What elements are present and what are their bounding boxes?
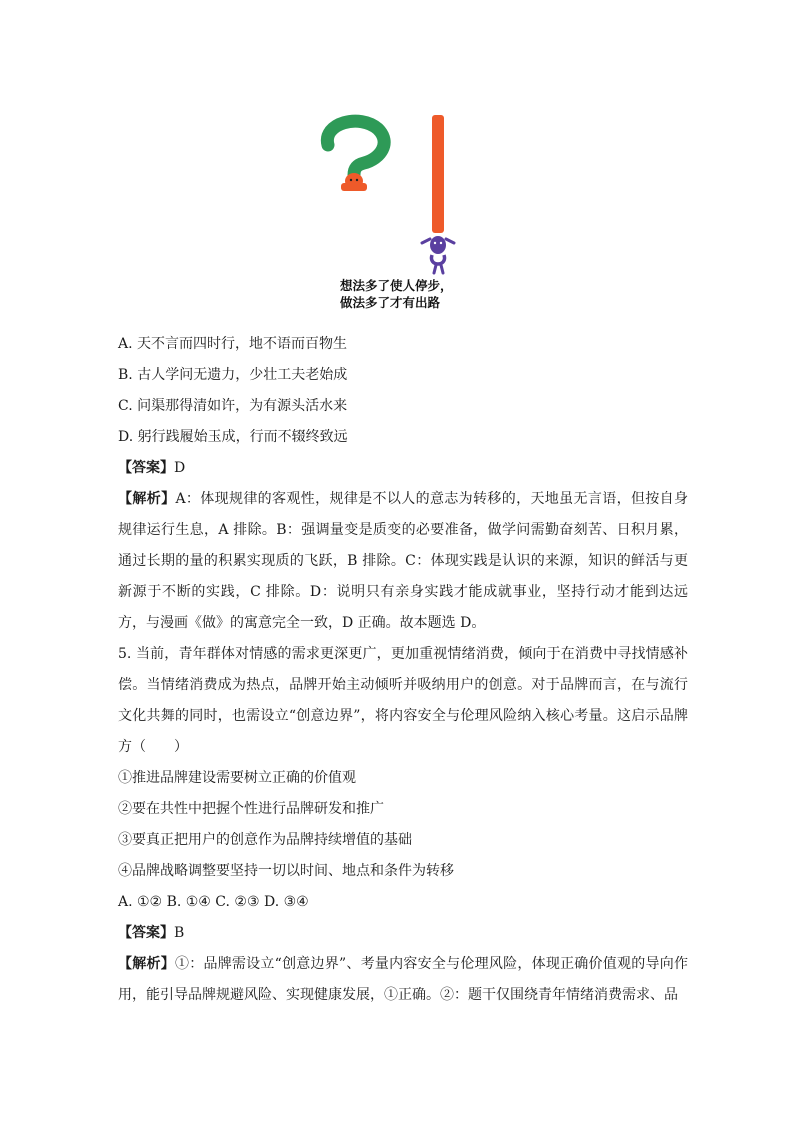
q5-analysis-label: 【解析】 <box>118 956 175 972</box>
purple-figure-icon <box>422 236 454 273</box>
exclamation-bar-shape <box>432 115 444 233</box>
document-body <box>118 329 688 1011</box>
q5-stem: 5. 当前，青年群体对情感的需求更深更广，更加重视情绪消费，倾向于在消费中寻找情感补偿。当情绪消费成为热点，品牌开始主动倾听并吸纳用户的创意。对于品牌而言，在与流行文化共舞的同时，也需设立“创意边界”，将内容安全与伦理风险纳入核心考量。这启示品牌方（ ） <box>118 646 688 755</box>
q4-answer-label: 【答案】 <box>118 460 174 476</box>
q4-option-c: C. 问渠那得清如许，为有源头活水来 <box>118 398 348 414</box>
q5-answer-value: B <box>174 925 185 941</box>
q4-option-d: D. 躬行践履始玉成，行而不辍终致远 <box>118 429 348 445</box>
q5-choices: A. ①② B. ①④ C. ②③ D. ③④ <box>118 894 309 910</box>
q5-answer <box>118 918 688 949</box>
q4-option-a: A. 天不言而四时行，地不语而百物生 <box>118 336 348 352</box>
q4-analysis-text: A：体现规律的客观性，规律是不以人的意志为转移的，天地虽无言语，但按自身规律运行生息，A 排除。B：强调量变是质变的必要准备，做学问需勤奋刻苦、日积月累，通过长期的量的积累实现质的飞跃，B 排除。C：体现实践是认识的来源，知识的鲜活与更新源于不断的实践，C 排除。D：说明只有亲身实践才能成就事业，坚持行动才能到达远方，与漫画《做》的寓意完全一致，D 正确。故本题选 D。 <box>118 491 689 631</box>
q5-item-1: ①推进品牌建设需要树立正确的价值观 <box>118 770 356 786</box>
q5-item-2: ②要在共性中把握个性进行品牌研发和推广 <box>118 801 384 817</box>
q5-analysis-text: ①：品牌需设立“创意边界”、考量内容安全与伦理风险，体现正确价值观的导向作用，能引导品牌规避风险、实现健康发展，①正确。②：题干仅围绕青年情绪消费需求、品 <box>118 956 688 1003</box>
q5-analysis <box>118 949 688 1011</box>
q4-answer <box>118 453 688 484</box>
q5-item-4: ④品牌战略调整要坚持一切以时间、地点和条件为转移 <box>118 863 454 879</box>
q4-answer-value: D <box>174 460 186 476</box>
q4-analysis <box>118 484 688 639</box>
q4-analysis-label: 【解析】 <box>118 491 176 507</box>
question-mark-shape <box>327 121 384 175</box>
q5-item-3: ③要真正把用户的创意作为品牌持续增值的基础 <box>118 832 412 848</box>
caption-line-1: 想法多了使人停步， <box>340 278 453 293</box>
caption-line-2: 做法多了才有出路 <box>340 295 441 310</box>
cartoon-caption <box>340 277 500 311</box>
q5-answer-label: 【答案】 <box>118 925 174 941</box>
q4-option-b: B. 古人学问无遗力，少壮工夫老始成 <box>118 367 348 383</box>
orange-character-icon <box>341 173 367 191</box>
